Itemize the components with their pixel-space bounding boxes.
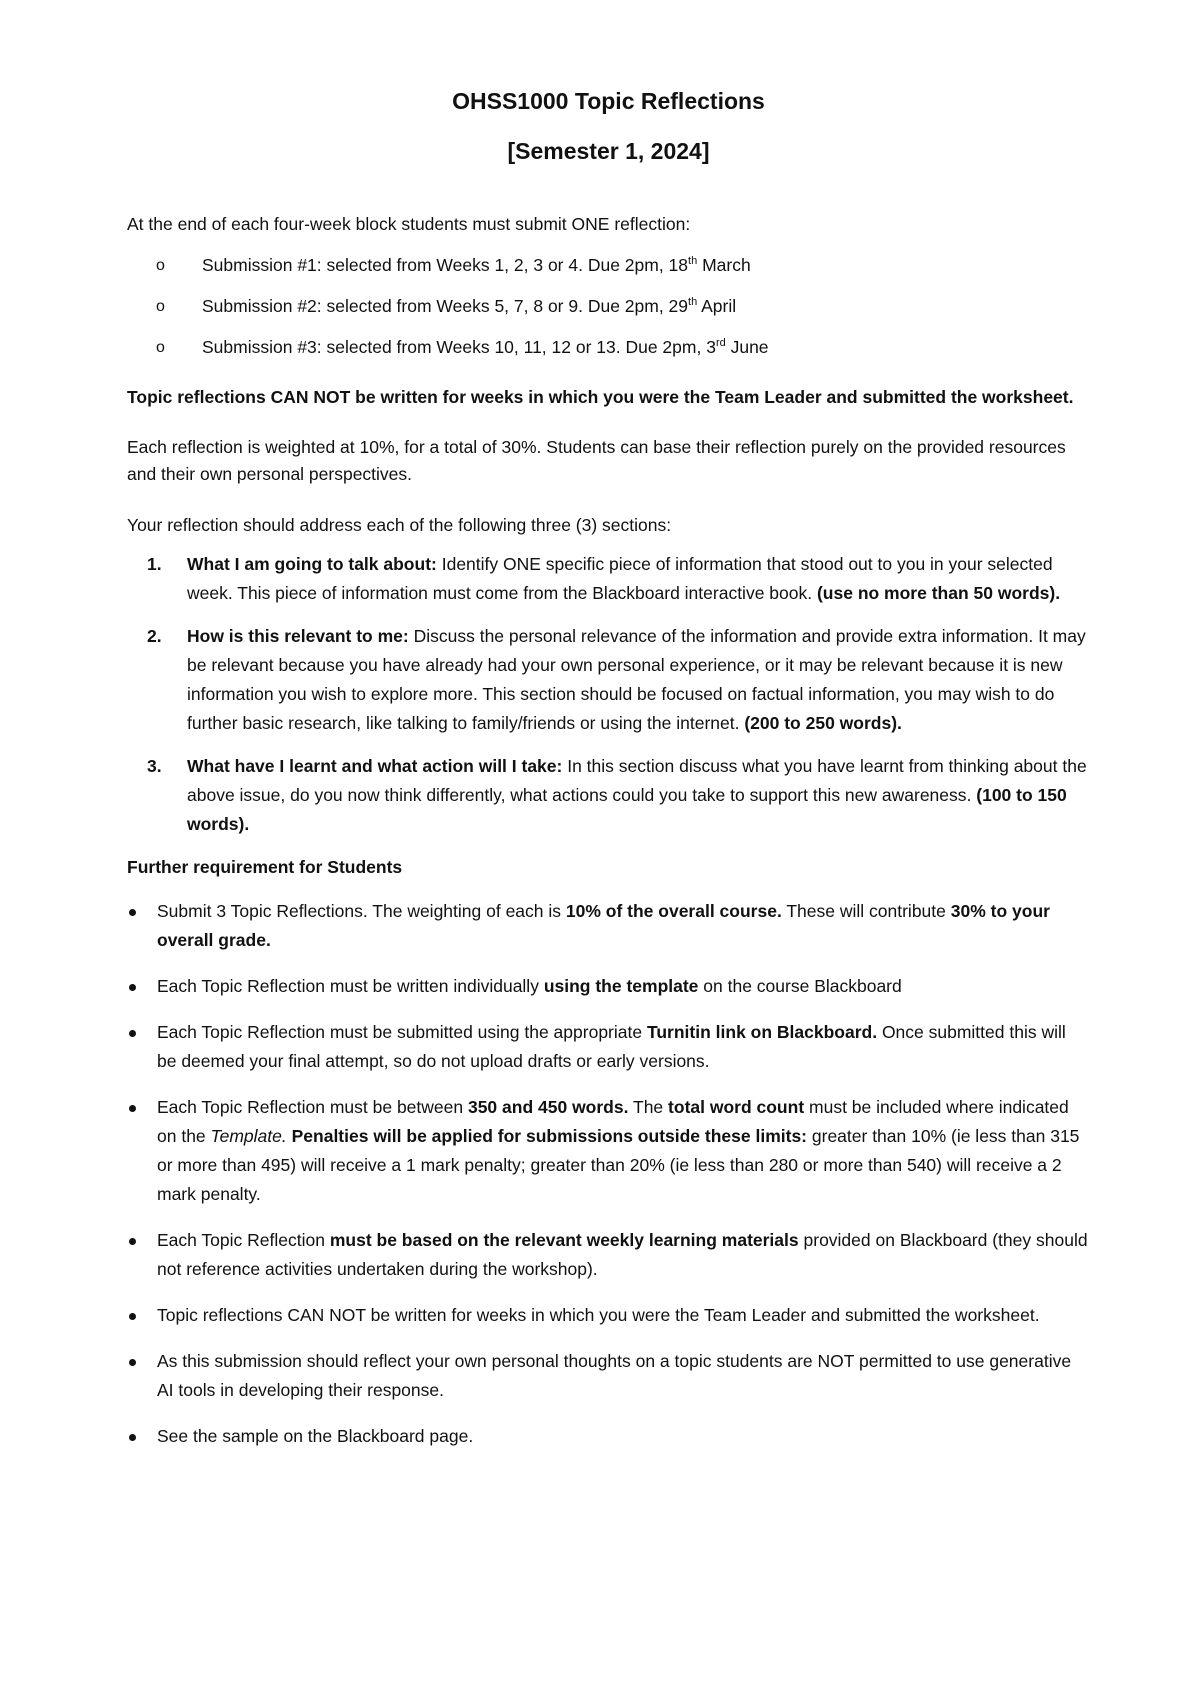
requirement-emphasis: Penalties will be applied for submissions outside these limits: — [286, 1126, 808, 1146]
submission-item — [127, 292, 1090, 321]
section-number: 2. — [147, 626, 162, 646]
section-word-limit: (use no more than 50 words). — [816, 583, 1061, 603]
team-leader-warning: Topic reflections CAN NOT be written for weeks in which you were the Team Leader and submitted the worksheet. — [127, 387, 1074, 407]
submission-item — [127, 251, 1090, 280]
section-word-limit: (200 to 250 words). — [744, 713, 902, 733]
section-number: 3. — [147, 756, 162, 776]
weighting-paragraph: Each reflection is weighted at 10%, for a total of 30%. Students can base their reflection purely on the provided resources and their own personal perspectives. — [127, 437, 1066, 484]
bullet-icon — [129, 1313, 136, 1320]
submission-item — [127, 333, 1090, 362]
requirement-text: See the sample on the Blackboard page. — [157, 1426, 474, 1446]
document-title: OHSS1000 Topic Reflections — [452, 88, 765, 114]
requirement-emphasis: 350 and 450 words. — [467, 1097, 629, 1117]
list-marker: o — [156, 298, 165, 315]
section-number: 1. — [147, 554, 162, 574]
bullet-icon — [129, 1434, 136, 1441]
requirement-emphasis: 30% to your overall grade. — [157, 901, 1050, 950]
further-requirements-heading: Further requirement for Students — [127, 857, 403, 877]
bullet-icon — [129, 1359, 136, 1366]
list-marker: o — [156, 339, 165, 356]
requirement-text: As this submission should reflect your own personal thoughts on a topic students are NOT permitted to use generative AI tools in developing their response. — [157, 1351, 1072, 1400]
document-subtitle: [Semester 1, 2024] — [507, 138, 710, 164]
submission-month: March — [697, 255, 751, 275]
bullet-icon — [129, 1238, 136, 1245]
requirement-text: Topic reflections CAN NOT be written for weeks in which you were the Team Leader and submitted the worksheet. — [157, 1305, 1040, 1325]
requirement-text: must be included where indicated on the — [157, 1097, 1069, 1146]
section-item — [127, 550, 1090, 608]
requirement-item — [127, 972, 1090, 1001]
requirement-item — [127, 1093, 1090, 1209]
requirement-text: Each Topic Reflection — [157, 1230, 330, 1250]
requirement-emphasis: total word count — [668, 1097, 805, 1117]
requirement-text: Each Topic Reflection must be written individually — [157, 976, 544, 996]
submission-month: June — [725, 337, 769, 357]
section-body: Identify ONE specific piece of information that stood out to you in your selected week. This piece of information must come from the Blackboard interactive book. — [187, 554, 1053, 603]
requirement-item — [127, 1018, 1090, 1076]
requirement-emphasis: 10% of the overall course. — [565, 901, 782, 921]
ordinal-suffix: rd — [715, 337, 726, 350]
requirement-item — [127, 1301, 1090, 1330]
requirement-text: Each Topic Reflection must be submitted using the appropriate — [157, 1022, 647, 1042]
intro-text: At the end of each four-week block students must submit ONE reflection: — [127, 214, 691, 234]
bullet-icon — [129, 1105, 136, 1112]
requirement-item — [127, 1347, 1090, 1405]
requirement-text: on the course Blackboard — [698, 976, 902, 996]
section-heading: What I am going to talk about: — [187, 554, 437, 574]
ordinal-suffix: th — [688, 296, 698, 309]
requirement-text: Each Topic Reflection must be between — [157, 1097, 468, 1117]
section-body: Discuss the personal relevance of the information and provide extra information. It may be relevant because you have already had your own personal experience, or it may be relevant because it is new information you wish to explore more. This section should be focused on factual information, you may wish to do further basic research, like talking to family/friends or using the internet. — [187, 626, 1086, 733]
requirement-item — [127, 897, 1090, 955]
requirement-item — [127, 1226, 1090, 1284]
bullet-icon — [129, 909, 136, 916]
sections-intro: Your reflection should address each of the following three (3) sections: — [127, 515, 672, 535]
requirement-emphasis: Turnitin link on Blackboard. — [646, 1022, 878, 1042]
section-word-limit: (100 to 150 words). — [187, 785, 1067, 834]
section-heading: What have I learnt and what action will I take: — [187, 756, 563, 776]
template-reference: Template. — [210, 1126, 287, 1146]
requirement-text: Submit 3 Topic Reflections. The weighting of each is — [157, 901, 566, 921]
ordinal-suffix: th — [688, 255, 698, 268]
bullet-icon — [129, 984, 136, 991]
submission-text: Submission #3: selected from Weeks 10, 11, 12 or 13. Due 2pm, 3 — [202, 337, 716, 357]
section-item — [127, 752, 1090, 839]
section-heading: How is this relevant to me: — [187, 626, 409, 646]
list-marker: o — [156, 257, 165, 274]
sections-list — [127, 550, 1090, 839]
requirement-text: These will contribute — [781, 901, 951, 921]
bullet-icon — [129, 1030, 136, 1037]
requirement-emphasis: using the template — [543, 976, 699, 996]
requirement-text: The — [628, 1097, 669, 1117]
section-item — [127, 622, 1090, 738]
requirements-list — [127, 897, 1090, 1451]
section-body: In this section discuss what you have learnt from thinking about the above issue, do you now think differently, what actions could you take to support this new awareness. — [187, 756, 1087, 805]
requirement-text: provided on Blackboard (they should not reference activities undertaken during the workshop). — [157, 1230, 1088, 1279]
submission-text: Submission #2: selected from Weeks 5, 7, 8 or 9. Due 2pm, 29 — [202, 296, 689, 316]
submission-month: April — [697, 296, 737, 316]
requirement-text: Once submitted this will be deemed your final attempt, so do not upload drafts or early versions. — [157, 1022, 1066, 1071]
requirement-emphasis: must be based on the relevant weekly learning materials — [329, 1230, 799, 1250]
requirement-item — [127, 1422, 1090, 1451]
requirement-text: greater than 10% (ie less than 315 or more than 495) will receive a 1 mark penalty; greater than 20% (ie less than 280 or more than 540) will receive a 2 mark penalty. — [157, 1126, 1080, 1204]
submission-list — [127, 251, 1090, 362]
submission-text: Submission #1: selected from Weeks 1, 2, 3 or 4. Due 2pm, 18 — [202, 255, 689, 275]
